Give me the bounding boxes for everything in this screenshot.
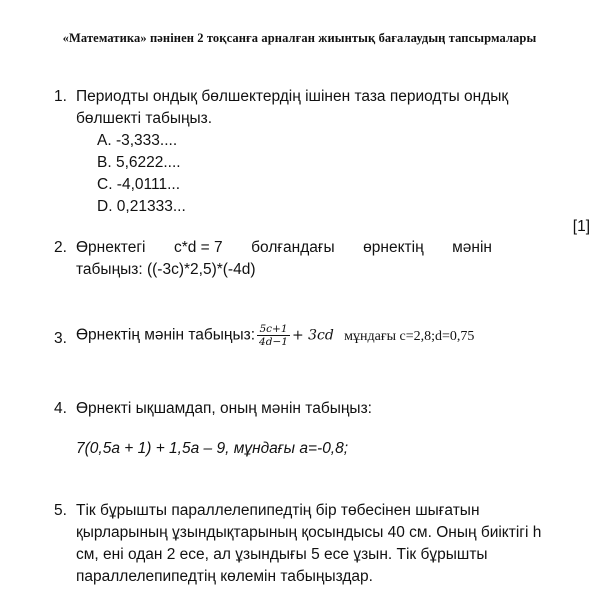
question-number: 1. [54,88,67,105]
question-text-line: табыңыз: ((-3c)*2,5)*(-4d) [76,261,256,278]
question-text [76,323,474,348]
question-text-line: см, ені одан 2 есе, ал ұзындығы 5 есе ұзын. Тік бұрышты [76,546,488,563]
question-text [76,237,492,281]
fraction-numerator: 5c+1 [259,323,288,335]
word: болғандағы [251,239,335,256]
score-mark: [1] [572,218,590,235]
option-d: D. 0,21333... [97,198,186,215]
option-a: A. -3,333.... [97,132,178,149]
condition-text: мұндағы c=2,8;d=0,75 [344,328,475,344]
option-b: B. 5,6222.... [97,154,181,171]
expression: 7(0,5a + 1) + 1,5a – 9, мұндағы a=-0,8; [76,440,349,457]
expression-tail: + 3cd [291,327,334,344]
question-text-line: Периодты ондық бөлшектердің ішінен таза периодты ондық [76,88,509,105]
option-c: C. -4,0111... [97,176,180,193]
question-text-line [76,237,492,259]
document-title: «Математика» пәнінен 2 тоқсанға арналған жиынтық бағалаудың тапсырмалары [62,31,537,45]
question-2 [0,237,599,283]
question-text: Өрнекті ықшамдап, оның мәнін табыңыз: [76,400,372,417]
question-text-line: бөлшекті табыңыз. [76,110,213,127]
word: Өрнектегі [76,239,146,256]
question-text [76,86,508,130]
question-number: 2. [54,239,67,256]
question-number: 5. [54,502,67,519]
question-text-part: Өрнектің мәнін табыңыз: [76,326,256,344]
question-number: 4. [54,400,67,417]
question-text [76,500,541,588]
question-text-line: қырларының ұзындықтарының қосындысы 40 см. Оның биіктігі h [76,524,542,541]
fraction-denominator: 4d−1 [259,336,288,348]
question-4 [0,398,599,422]
question-text-line: Тік бұрышты параллелепипедтің бір төбесінен шығатын [76,502,480,519]
word: мәнін [452,239,492,256]
word: өрнектің [363,239,424,256]
word: c*d = 7 [173,239,223,256]
question-1 [0,86,599,136]
question-number: 3. [54,330,67,347]
question-3 [0,323,599,357]
question-5 [0,500,599,592]
question-text-line: параллелепипедтің көлемін табыңыздар. [76,568,373,585]
fraction [257,323,290,348]
